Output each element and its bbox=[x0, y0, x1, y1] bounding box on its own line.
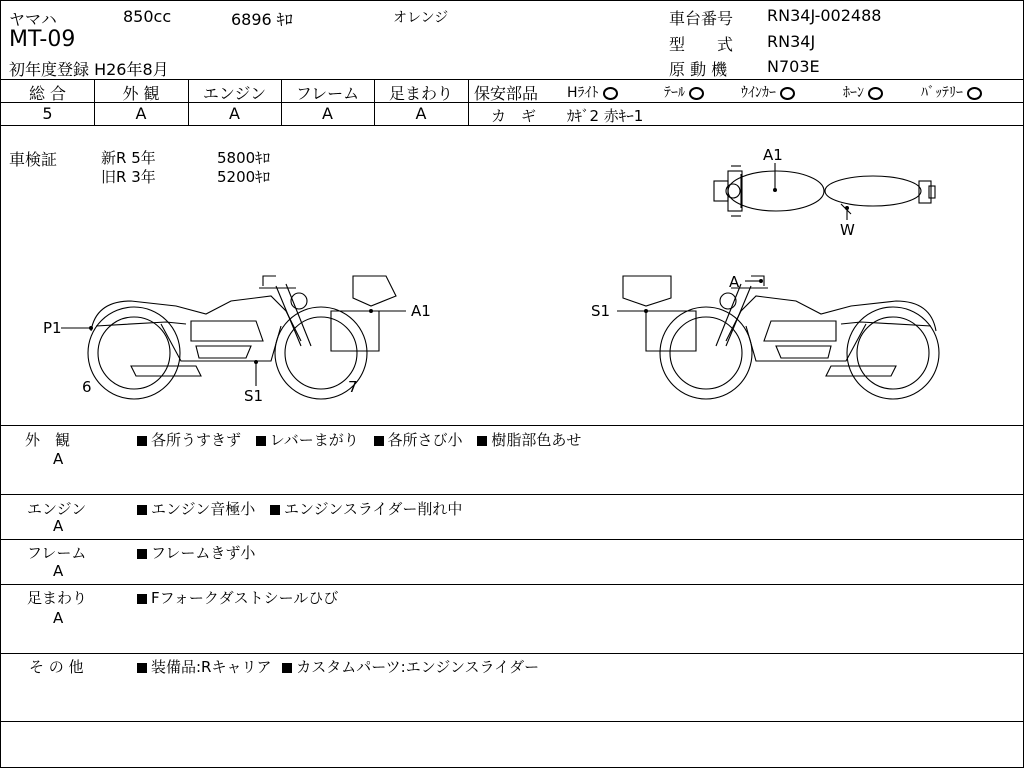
grade-header-engine: エンジン bbox=[202, 84, 267, 103]
grade-header-overall: 総 合 bbox=[28, 84, 67, 103]
ok-circle-icon bbox=[780, 87, 795, 100]
label-right-s1: S1 bbox=[591, 302, 611, 320]
remark-grade-engine: A bbox=[53, 517, 64, 535]
safety-item-winker: ｳｲﾝｶｰ bbox=[741, 82, 795, 102]
label-top-a1: A1 bbox=[763, 146, 783, 164]
bullet-square-icon bbox=[256, 436, 266, 446]
remark-category-exterior: 外 観 bbox=[25, 431, 71, 449]
remark-grade-frame: A bbox=[53, 562, 64, 580]
safety-item-headlight: Hﾗｲﾄ bbox=[567, 82, 618, 102]
safety-label: 保安部品 bbox=[474, 84, 539, 103]
remark-items-engine: エンジン音極小 エンジンスライダー削れ中 bbox=[137, 498, 472, 519]
displacement: 850cc bbox=[123, 7, 172, 26]
engine-label: 原 動 機 bbox=[669, 60, 728, 79]
grade-engine: A bbox=[229, 104, 240, 123]
bullet-square-icon bbox=[270, 505, 280, 515]
frame-no-label: 車台番号 bbox=[669, 9, 734, 28]
remark-items-exterior: 各所うすきず レバーまがり 各所さび小 樹脂部色あせ bbox=[137, 429, 591, 450]
damage-diagram bbox=[1, 126, 1023, 426]
ok-circle-icon bbox=[689, 87, 704, 100]
ok-circle-icon bbox=[967, 87, 982, 100]
new-r-price: 5800ｷﾛ bbox=[217, 149, 271, 167]
label-left-p1: P1 bbox=[43, 319, 62, 337]
grade-header-exterior: 外 観 bbox=[122, 84, 160, 103]
remark-category-engine: エンジン bbox=[27, 500, 87, 518]
model-name: MT-09 bbox=[9, 27, 76, 52]
first-registration: 初年度登録 H26年8月 bbox=[9, 60, 169, 79]
ok-circle-icon bbox=[603, 87, 618, 100]
remark-category-frame: フレーム bbox=[27, 544, 87, 562]
remark-category-suspension: 足まわり bbox=[27, 589, 88, 607]
type-label: 型 式 bbox=[669, 35, 734, 54]
label-left-7: 7 bbox=[348, 378, 358, 396]
safety-item-battery: ﾊﾞｯﾃﾘｰ bbox=[921, 82, 982, 102]
remark-items-other: 装備品:Rキャリア カスタムパーツ:エンジンスライダー bbox=[137, 656, 549, 677]
safety-item-horn: ﾎｰﾝ bbox=[843, 82, 883, 102]
remark-grade-suspension: A bbox=[53, 609, 64, 627]
maker: ヤマハ bbox=[9, 10, 57, 29]
new-r-term: 新R 5年 bbox=[101, 149, 156, 167]
key-value: ｶｷﾞ2 赤ｷｰ1 bbox=[567, 107, 644, 125]
safety-item-tail: ﾃｰﾙ bbox=[664, 82, 704, 102]
inspection-label: 車検証 bbox=[9, 150, 58, 169]
key-label: カ ギ bbox=[491, 107, 537, 125]
bullet-square-icon bbox=[282, 663, 292, 673]
remark-items-frame: フレームきず小 bbox=[137, 542, 265, 563]
bullet-square-icon bbox=[137, 663, 147, 673]
bullet-square-icon bbox=[374, 436, 384, 446]
grade-exterior: A bbox=[135, 104, 147, 123]
bullet-square-icon bbox=[137, 594, 147, 604]
frame-no: RN34J-002488 bbox=[767, 6, 882, 25]
old-r-price: 5200ｷﾛ bbox=[217, 168, 271, 186]
bullet-square-icon bbox=[477, 436, 487, 446]
old-r-term: 旧R 3年 bbox=[101, 168, 156, 186]
grade-header-suspension: 足まわり bbox=[388, 84, 453, 103]
ok-circle-icon bbox=[868, 87, 883, 100]
color: オレンジ bbox=[393, 10, 449, 26]
label-left-a1: A1 bbox=[411, 302, 431, 320]
top-view-bike-icon bbox=[714, 166, 935, 216]
bullet-square-icon bbox=[137, 549, 147, 559]
remark-category-other: そ の 他 bbox=[29, 658, 84, 676]
grade-suspension: A bbox=[415, 104, 427, 123]
type-value: RN34J bbox=[767, 32, 816, 51]
label-top-w: W bbox=[840, 221, 855, 239]
remark-grade-exterior: A bbox=[53, 450, 64, 468]
grade-frame: A bbox=[322, 104, 333, 123]
right-side-bike-icon bbox=[623, 276, 939, 399]
label-right-a: A bbox=[729, 273, 740, 291]
remark-items-suspension: Fフォークダストシールひび bbox=[137, 587, 348, 608]
label-left-6: 6 bbox=[82, 378, 92, 396]
bullet-square-icon bbox=[137, 505, 147, 515]
bullet-square-icon bbox=[137, 436, 147, 446]
engine-value: N703E bbox=[767, 57, 820, 76]
grade-overall: 5 bbox=[42, 104, 53, 123]
mileage: 6896 ｷﾛ bbox=[231, 10, 293, 29]
grade-header-frame: フレーム bbox=[295, 84, 360, 103]
label-left-s1: S1 bbox=[244, 387, 264, 405]
